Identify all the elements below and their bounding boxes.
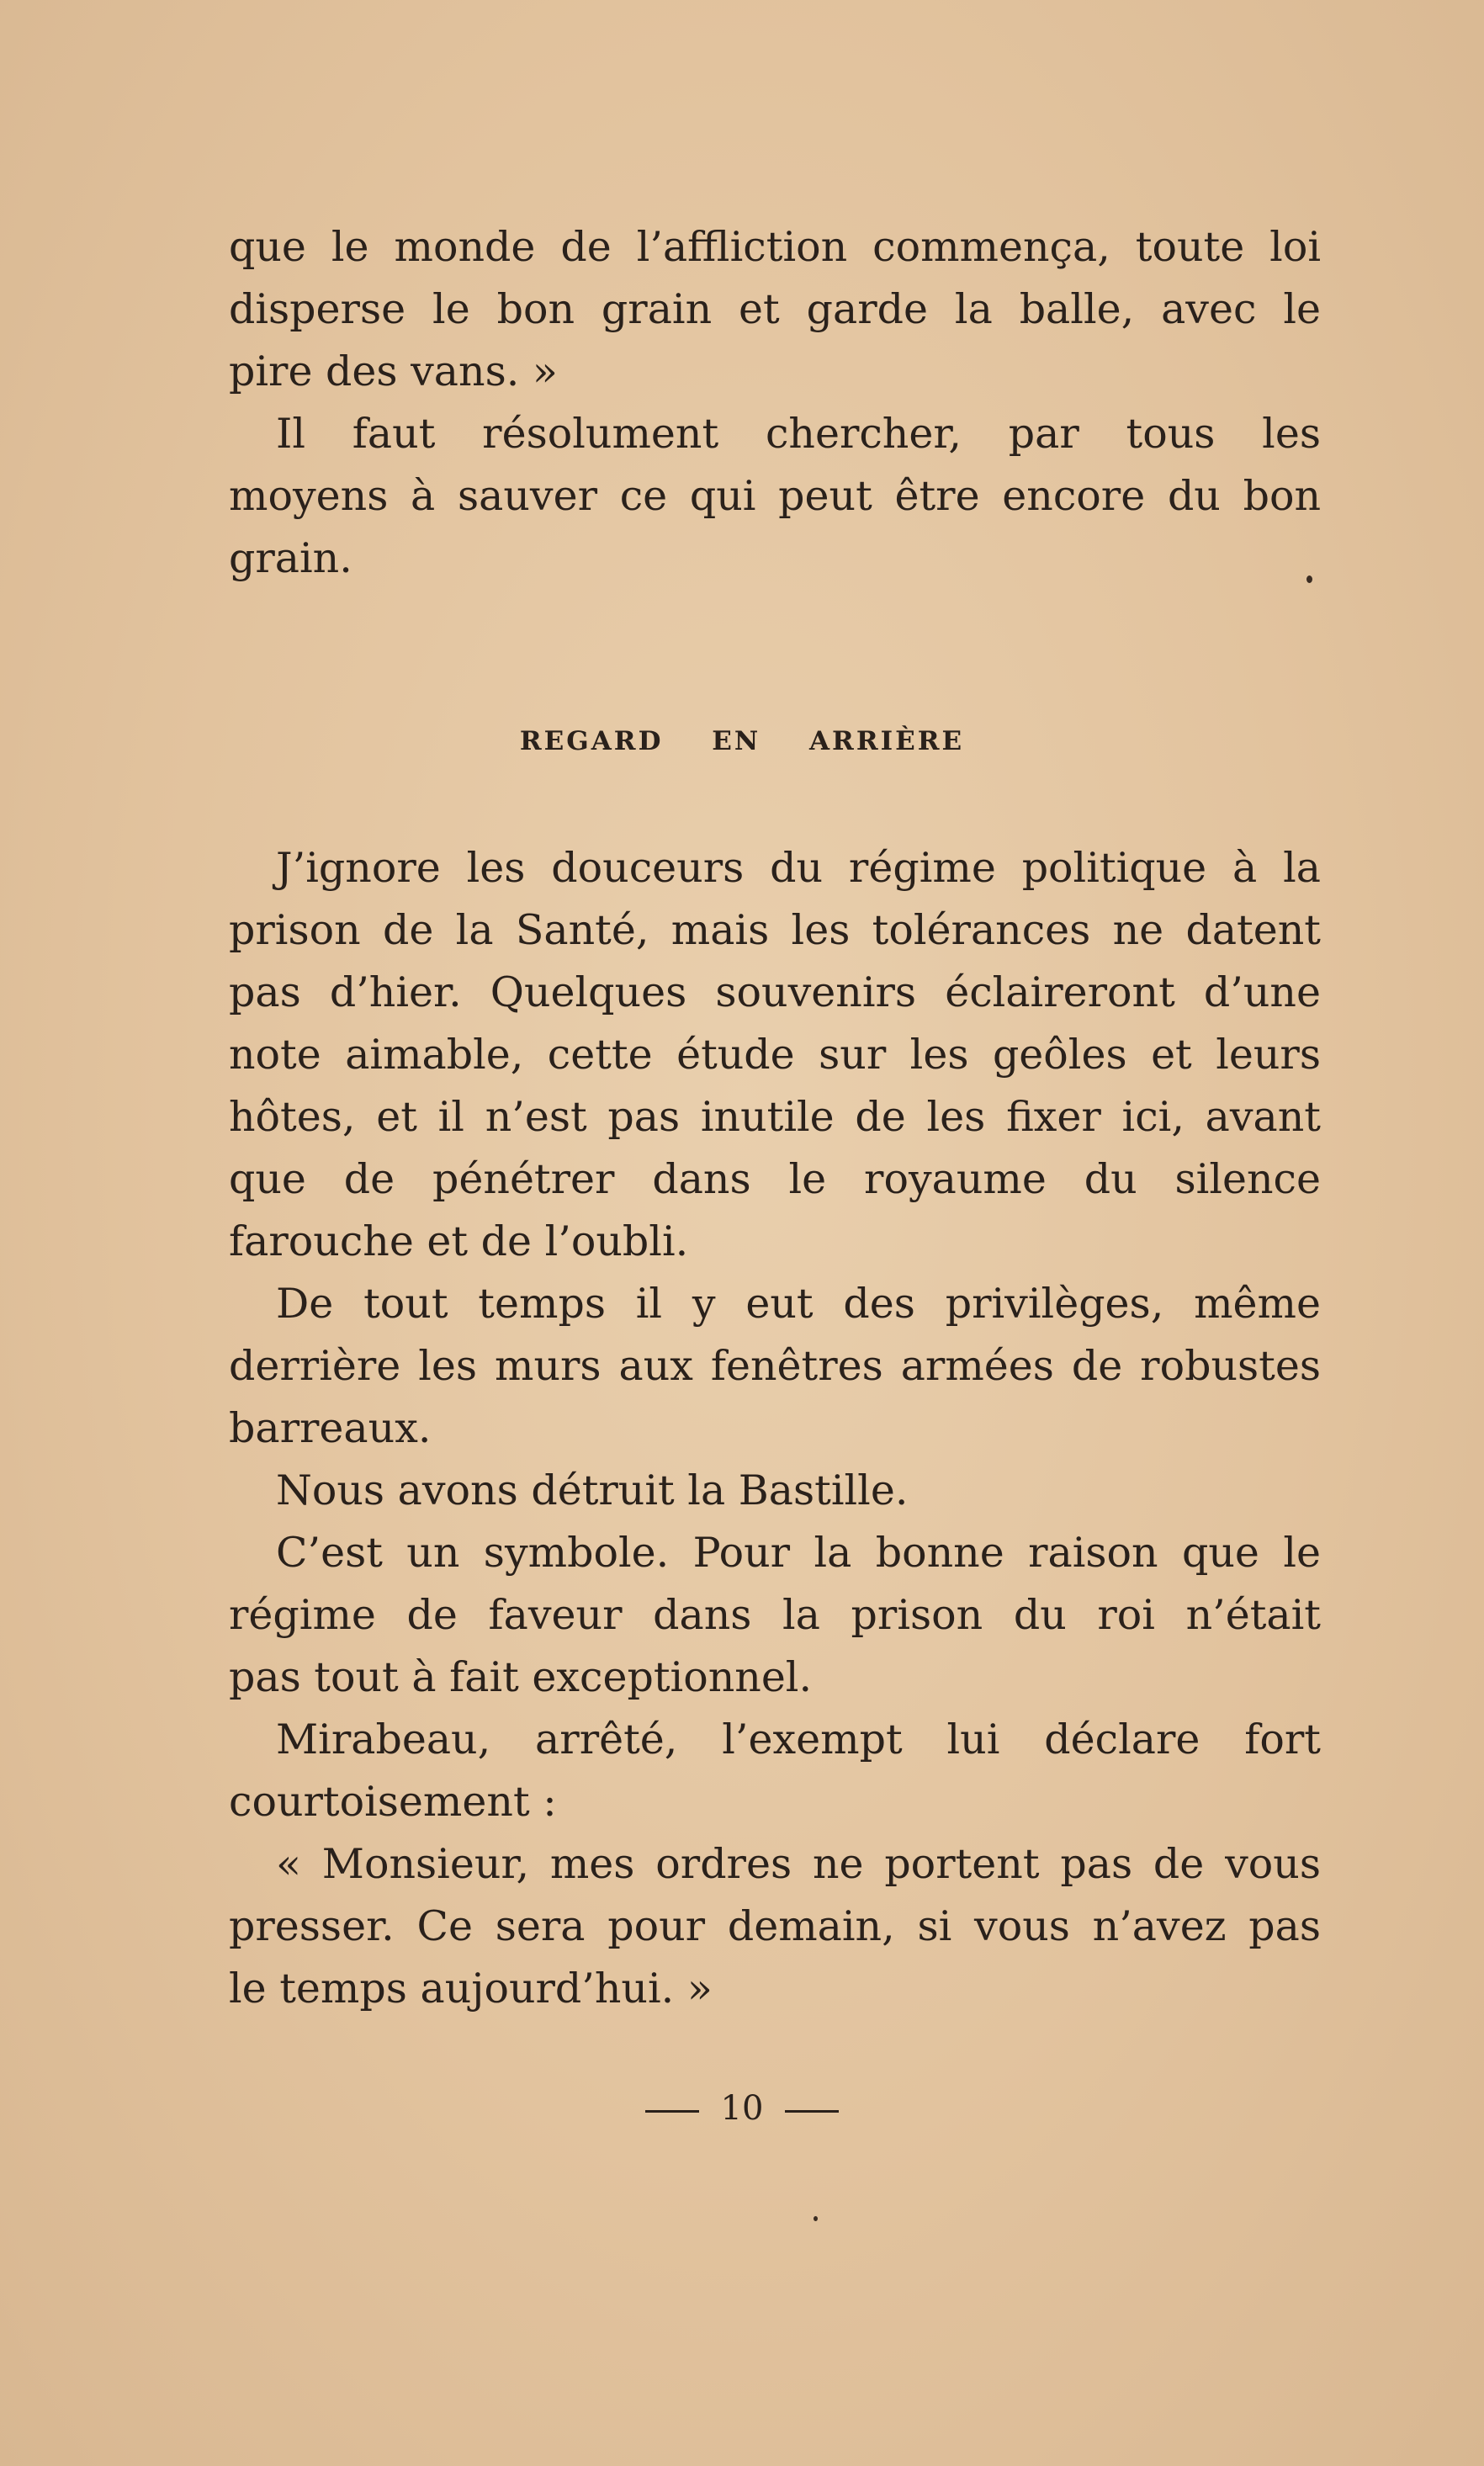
text-line: disperse le bon grain et garde la balle, avec le (229, 285, 1321, 333)
text-line: pire des vans. » (229, 347, 558, 395)
text-line: pas d’hier. Quelques souvenirs éclaireront d’une (229, 968, 1321, 1016)
text-line: que de pénétrer dans le royaume du silence (229, 1155, 1321, 1203)
text-line: « Monsieur, mes ordres ne portent pas de vous (276, 1840, 1321, 1888)
page-number (0, 2089, 1484, 2128)
text-line: note aimable, cette étude sur les geôles et leurs (229, 1031, 1321, 1079)
text-line: farouche et de l’oubli. (229, 1217, 689, 1265)
text-line: le temps aujourd’hui. » (229, 1965, 713, 2013)
ink-speck (814, 2216, 818, 2221)
text-line: moyens à sauver ce qui peut être encore du bon (229, 472, 1321, 520)
text-block-top (229, 216, 1321, 590)
text-line: De tout temps il y eut des privilèges, même (276, 1280, 1321, 1328)
ink-speck (1306, 575, 1312, 583)
text-line: pas tout à fait exceptionnel. (229, 1653, 813, 1701)
text-line: prison de la Santé, mais les tolérances ne datent (229, 906, 1321, 954)
section-heading: REGARD EN ARRIÈRE (519, 726, 965, 756)
page-number-value: 10 (720, 2089, 764, 2128)
text-line: hôtes, et il n’est pas inutile de les fixer ici, avant (229, 1093, 1321, 1141)
text-line: C’est un symbole. Pour la bonne raison que le (276, 1529, 1321, 1577)
text-line: Il faut résolument chercher, par tous les (276, 410, 1321, 458)
text-line: grain. (229, 534, 352, 582)
text-line: presser. Ce sera pour demain, si vous n’avez pas (229, 1902, 1321, 1950)
right-dash (785, 2110, 839, 2113)
text-line: courtoisement : (229, 1778, 557, 1826)
text-line: que le monde de l’affliction commença, toute loi (229, 223, 1321, 271)
text-line: derrière les murs aux fenêtres armées de robustes (229, 1342, 1321, 1390)
text-block-main (229, 837, 1321, 2020)
text-line: régime de faveur dans la prison du roi n’était (229, 1591, 1321, 1639)
text-line: J’ignore les douceurs du régime politique à la (276, 844, 1321, 892)
text-line: Nous avons détruit la Bastille. (276, 1466, 909, 1514)
text-line: Mirabeau, arrêté, l’exempt lui déclare fort (276, 1716, 1321, 1763)
left-dash (645, 2110, 699, 2113)
text-line: barreaux. (229, 1404, 432, 1452)
